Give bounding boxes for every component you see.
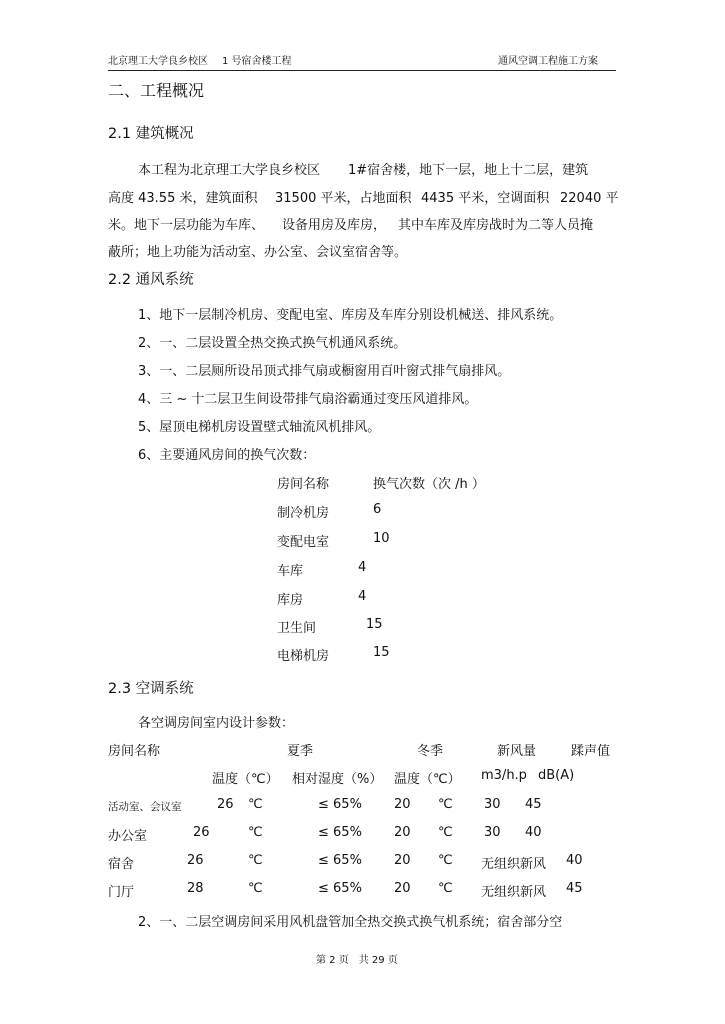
ac-room: 办公室 (108, 829, 148, 844)
ac-cell: 26 (217, 797, 234, 812)
ac-cell: ℃ (248, 853, 263, 868)
s21-line: 高度 43.55 米，建筑面积 (108, 191, 258, 206)
ac-cell: 30 (484, 825, 501, 840)
ac-cell: 20 (394, 797, 411, 812)
s22-item: 1、地下一层制冷机房、变配电室、库房及车库分别设机械送、排风系统。 (138, 308, 563, 323)
s22-item: 5、屋顶电梯机房设置壁式轴流风机排风。 (138, 420, 381, 435)
ac-cell: 无组织新风 (481, 885, 547, 900)
ac-cell: ℃ (248, 797, 263, 812)
s21-title: 2.1 建筑概况 (108, 126, 194, 142)
vent-value: 6 (373, 502, 382, 517)
s21-line: 4435 平米，空调面积 (421, 191, 550, 206)
ac-cell: 28 (187, 881, 204, 896)
vent-room: 卫生间 (277, 621, 317, 636)
ac-cell: ≤ 65% (318, 797, 362, 812)
vent-room: 变配电室 (277, 535, 330, 550)
s22-title: 2.2 通风系统 (108, 272, 194, 288)
ac-cell: ℃ (438, 881, 453, 896)
ac-head: 房间名称 (108, 744, 161, 759)
header-right: 通风空调工程施工方案 (498, 56, 598, 67)
ac-cell: 26 (187, 853, 204, 868)
header-left-project: 1 号宿舍楼工程 (222, 56, 292, 67)
s21-line: 31500 平米，占地面积 (275, 191, 412, 206)
s21-line: 1#宿舍楼，地下一层，地上十二层，建筑 (348, 163, 589, 178)
vent-table-header: 换气次数（次 /h ） (373, 477, 485, 492)
ac-cell: ℃ (248, 881, 263, 896)
ac-cell: ℃ (438, 825, 453, 840)
ac-subhead: dB(A) (538, 768, 575, 783)
ac-cell: 30 (484, 797, 501, 812)
ac-subhead: 相对湿度（%） (292, 772, 383, 787)
section-title: 二、工程概况 (108, 81, 205, 100)
s21-line: 其中车库及库房战时为二等人员掩 (398, 218, 594, 233)
s21-line: 22040 平 (560, 191, 619, 206)
s21-line: 蔽所；地上功能为活动室、办公室、会议室宿舍等。 (108, 245, 408, 260)
vent-value: 15 (366, 617, 383, 632)
vent-room: 电梯机房 (277, 649, 330, 664)
vent-value: 4 (358, 560, 367, 575)
ac-cell: 20 (394, 853, 411, 868)
vent-value: 4 (358, 589, 367, 604)
ac-head: 冬季 (417, 744, 444, 759)
s21-line: 设备用房及库房， (282, 218, 387, 233)
ac-head: 蹂声值 (571, 744, 611, 759)
ac-cell: 20 (394, 881, 411, 896)
ac-cell: ≤ 65% (318, 825, 362, 840)
ac-room: 门厅 (108, 885, 135, 900)
vent-value: 10 (373, 531, 390, 546)
ac-cell: 45 (566, 881, 583, 896)
vent-table-header: 房间名称 (277, 477, 330, 492)
header-rule (108, 70, 616, 71)
ac-cell: 40 (525, 825, 542, 840)
ac-cell: ℃ (438, 797, 453, 812)
ac-cell: ≤ 65% (318, 881, 362, 896)
vent-room: 制冷机房 (277, 506, 330, 521)
s21-line: 本工程为北京理工大学良乡校区 (138, 163, 321, 178)
ac-subhead: 温度（℃） (394, 772, 461, 787)
s22-item: 6、主要通风房间的换气次数： (138, 448, 316, 463)
s21-line: 米。地下一层功能为车库、 (108, 218, 265, 233)
page-footer: 第 2 页 共 29 页 (316, 955, 398, 966)
ac-head: 夏季 (287, 744, 314, 759)
ac-cell: 无组织新风 (481, 857, 547, 872)
s23-title: 2.3 空调系统 (108, 681, 194, 697)
ac-cell: ℃ (248, 825, 263, 840)
ac-head: 新风量 (497, 744, 537, 759)
ac-room: 宿舍 (108, 857, 135, 872)
ac-cell: ℃ (438, 853, 453, 868)
header-left: 北京理工大学良乡校区 (108, 56, 208, 67)
s22-item: 3、一、二层厕所设吊顶式排气扇或橱窗用百叶窗式排气扇排风。 (138, 364, 511, 379)
ac-cell: ≤ 65% (318, 853, 362, 868)
s23-last-line: 2、一、二层空调房间采用风机盘管加全热交换式换气机系统；宿舍部分空 (138, 915, 563, 930)
ac-room: 活动室、会议室 (108, 801, 182, 813)
vent-value: 15 (373, 645, 390, 660)
ac-cell: 20 (394, 825, 411, 840)
ac-cell: 40 (566, 853, 583, 868)
s22-item: 2、一、二层设置全热交换式换气机通风系统。 (138, 336, 407, 351)
s23-intro: 各空调房间室内设计参数： (138, 716, 295, 731)
ac-subhead: m3/h.p (481, 768, 527, 783)
vent-room: 库房 (277, 593, 304, 608)
vent-room: 车库 (277, 564, 304, 579)
ac-subhead: 温度（℃） (212, 772, 279, 787)
ac-cell: 26 (193, 825, 210, 840)
s22-item: 4、三 ~ 十二层卫生间设带排气扇浴霸通过变压风道排风。 (138, 392, 478, 407)
ac-cell: 45 (525, 797, 542, 812)
